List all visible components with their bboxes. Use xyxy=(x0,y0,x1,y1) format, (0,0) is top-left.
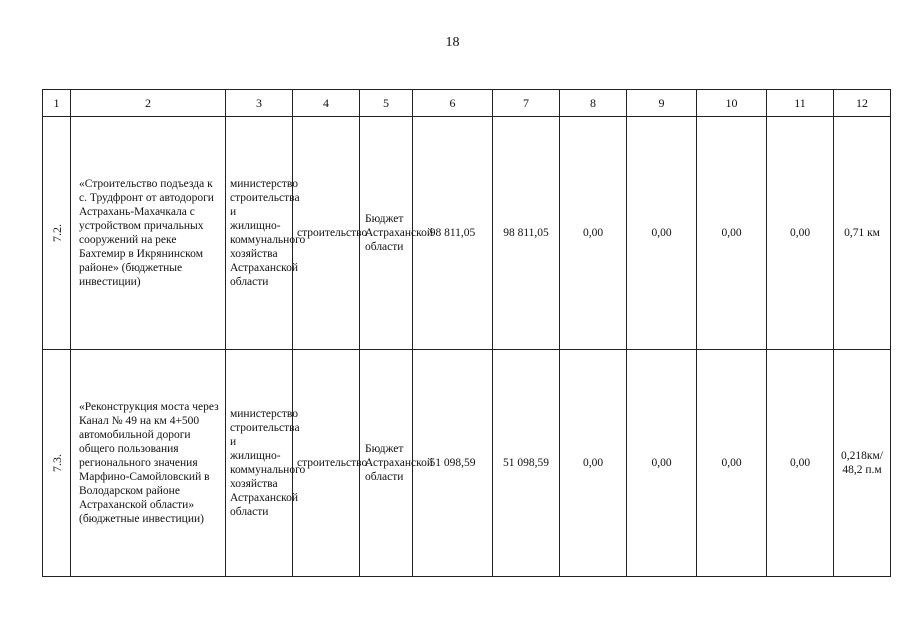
value-cell: 98 811,05 xyxy=(493,117,560,350)
column-header: 12 xyxy=(834,90,891,117)
row-number-cell xyxy=(43,350,71,577)
responsible-org-cell: министерство строительства и жилищно-коммунального хозяйства Астраханской области xyxy=(226,350,293,577)
row-number-cell xyxy=(43,117,71,350)
column-header: 9 xyxy=(627,90,697,117)
row-number: 7.2. xyxy=(49,223,64,242)
value-cell: 51 098,59 xyxy=(413,350,493,577)
column-header: 11 xyxy=(767,90,834,117)
table-header-row xyxy=(43,90,891,117)
value-cell: 51 098,59 xyxy=(493,350,560,577)
page-number: 18 xyxy=(445,35,460,50)
work-type-cell: строительство xyxy=(293,350,360,577)
work-type-cell: строительство xyxy=(293,117,360,350)
column-header: 10 xyxy=(697,90,767,117)
table-row xyxy=(43,117,891,350)
funding-source-cell: Бюджет Астраханской области xyxy=(360,350,413,577)
value-cell: 0,00 xyxy=(767,350,834,577)
value-cell: 98 811,05 xyxy=(413,117,493,350)
value-cell: 0,00 xyxy=(697,350,767,577)
value-cell: 0,00 xyxy=(627,117,697,350)
column-header: 5 xyxy=(360,90,413,117)
result-cell: 0,218км/ 48,2 п.м xyxy=(834,350,891,577)
object-name-cell: «Строительство подъезда к с. Трудфронт от автодороги Астрахань-Махачкала с устройством причальных сооружений на реке Бахтемир в Икрянинском районе» (бюджетные инвестиции) xyxy=(71,117,226,350)
result-cell: 0,71 км xyxy=(834,117,891,350)
column-header: 4 xyxy=(293,90,360,117)
responsible-org-cell: министерство строительства и жилищно-коммунального хозяйства Астраханской области xyxy=(226,117,293,350)
row-number: 7.3. xyxy=(49,453,64,472)
table-row xyxy=(43,350,891,577)
column-header: 2 xyxy=(71,90,226,117)
value-cell: 0,00 xyxy=(627,350,697,577)
data-table xyxy=(42,89,891,577)
column-header: 3 xyxy=(226,90,293,117)
value-cell: 0,00 xyxy=(767,117,834,350)
column-header: 1 xyxy=(43,90,71,117)
value-cell: 0,00 xyxy=(560,117,627,350)
funding-source-cell: Бюджет Астраханской области xyxy=(360,117,413,350)
column-header: 7 xyxy=(493,90,560,117)
column-header: 6 xyxy=(413,90,493,117)
column-header: 8 xyxy=(560,90,627,117)
object-name-cell: «Реконструкция моста через Канал № 49 на км 4+500 автомобильной дороги общего пользования регионального значения Марфино-Самойловский в Володарском районе Астраханской области» (бюджетные инвестиции) xyxy=(71,350,226,577)
value-cell: 0,00 xyxy=(697,117,767,350)
value-cell: 0,00 xyxy=(560,350,627,577)
